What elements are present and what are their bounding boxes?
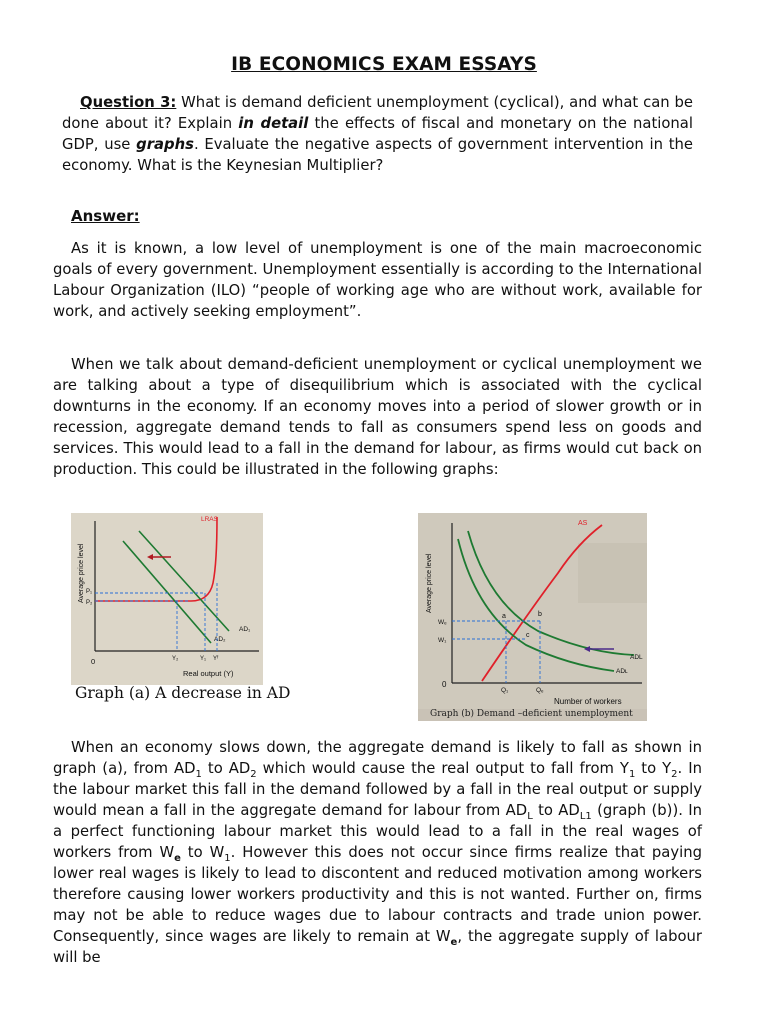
question-block xyxy=(62,92,693,176)
document-title: IB ECONOMICS EXAM ESSAYS xyxy=(231,54,537,75)
p3-sub-5: L xyxy=(527,810,533,822)
p3-sub-6: L1 xyxy=(579,810,592,822)
answer-label: Answer: xyxy=(71,207,140,225)
graph-a-y-axis-label: Average price level xyxy=(78,543,85,603)
p3-text-2: to AD xyxy=(201,760,251,777)
paragraph-2: When we talk about demand-deficient unemployment or cyclical unemployment we are talking about a type of disequilibrium which is associated with the cyclical downturns in the economy. If an economy moves into a period of slower growth or in recession, aggregate demand tends to fall as consumers spend less on goods and services. This would lead to a fall in the demand for labour, as firms would cut back on production. This could be illustrated in the following graphs: xyxy=(53,356,702,478)
graph-b-adl1-label: ADʟ xyxy=(616,668,628,675)
graph-a-x-axis-label: Real output (Y) xyxy=(183,669,234,678)
question-text-1: What is demand deficient unemployment (cyclical), and what can be done about it? Explain xyxy=(62,94,693,132)
graph-b-w1-label: W₁ xyxy=(438,637,447,644)
graph-a-y2-label: Y₂ xyxy=(172,656,179,662)
question-emphasis-graphs: graphs xyxy=(136,136,194,153)
p3-sub-9: e xyxy=(450,936,458,948)
p3-text-8: to W xyxy=(180,844,225,861)
graph-b-caption-strip xyxy=(418,709,647,721)
graph-b-we-label: Wₑ xyxy=(438,619,447,626)
p3-text-5: . In the labour market this fall in the demand followed by a fall in the real output or supply would mean a fall in the aggregate demand for labour from AD xyxy=(53,760,702,819)
graph-b-x-axis-label: Number of workers xyxy=(554,697,622,706)
question-text-3: . Evaluate the negative aspects of government intervention in the economy. What is the Keynesian Multiplier? xyxy=(62,136,693,174)
graph-b-image xyxy=(418,513,647,709)
question-label: Question 3: xyxy=(80,94,177,111)
graph-a-caption: Graph (a) A decrease in AD xyxy=(75,684,291,702)
graph-a-image xyxy=(71,513,263,685)
graph-a-y1-label: Y₁ xyxy=(200,656,207,662)
p3-text-10: , the aggregate supply of labour will be xyxy=(53,928,702,966)
graph-b-y-axis-label: Average price level xyxy=(426,553,433,613)
p3-sub-4: 2 xyxy=(671,768,678,780)
p3-sub-8: 1 xyxy=(224,852,231,864)
graph-a-ad2-label: AD₂ xyxy=(214,636,226,643)
paragraph-1: As it is known, a low level of unemployment is one of the main macroeconomic goals of every government. Unemployment essentially is according to the International Labour Organization (ILO) “people of working age who are without work, available for work, and actively seeking employment”. xyxy=(53,240,702,320)
p3-text-9: . However this does not occur since firms realize that paying lower real wages is likely to lead to discontent and reduced motivation among workers therefore causing lower workers productivity and this is not wanted. Further on, firms may not be able to reduce wages due to labour contracts and trade union power. Consequently, since wages are likely to remain at W xyxy=(53,844,702,945)
graph-a-p2-label: P₂ xyxy=(86,600,93,606)
graph-b-point-a: a xyxy=(502,613,506,620)
paragraph-3 xyxy=(53,737,702,968)
graph-a-origin: 0 xyxy=(91,657,96,666)
p3-sub-3: 1 xyxy=(628,768,636,780)
graph-a-lras-label: LRAS xyxy=(201,516,218,523)
graph-a-ad1-label: AD₁ xyxy=(239,626,251,633)
graph-b-q1-label: Q₁ xyxy=(501,687,509,694)
graph-b-as-label: AS xyxy=(578,520,588,527)
graph-b-adl-label: ADL xyxy=(630,654,643,661)
p3-text-6: to AD xyxy=(532,802,580,819)
question-text-2: the effects of fiscal and monetary on the national GDP, use xyxy=(62,115,693,153)
p3-text-1: When an economy slows down, the aggregate demand is likely to fall as shown in graph (a), from AD xyxy=(53,739,702,777)
question-emphasis-detail: in detail xyxy=(238,115,309,132)
graph-b-origin: 0 xyxy=(442,680,447,689)
graph-b-point-c: c xyxy=(526,632,530,639)
p3-text-7: (graph (b)). In a perfect functioning labour market this would lead to a fall in the real wages of workers from W xyxy=(53,802,703,861)
p3-text-3: which would cause the real output to fall from Y xyxy=(256,760,629,777)
p3-sub-2: 2 xyxy=(250,768,257,780)
graph-a-p1-label: P₁ xyxy=(86,589,93,595)
graph-b-caption: Graph (b) Demand –deficient unemployment xyxy=(430,709,633,719)
graph-b-point-b: b xyxy=(538,611,542,618)
graph-a-yf-label: Yᶠ xyxy=(213,656,219,662)
graph-b-qe-label: Qₑ xyxy=(536,687,544,694)
p3-text-4: to Y xyxy=(635,760,672,777)
p3-sub-1: 1 xyxy=(195,768,202,780)
p3-sub-7: e xyxy=(174,852,181,864)
